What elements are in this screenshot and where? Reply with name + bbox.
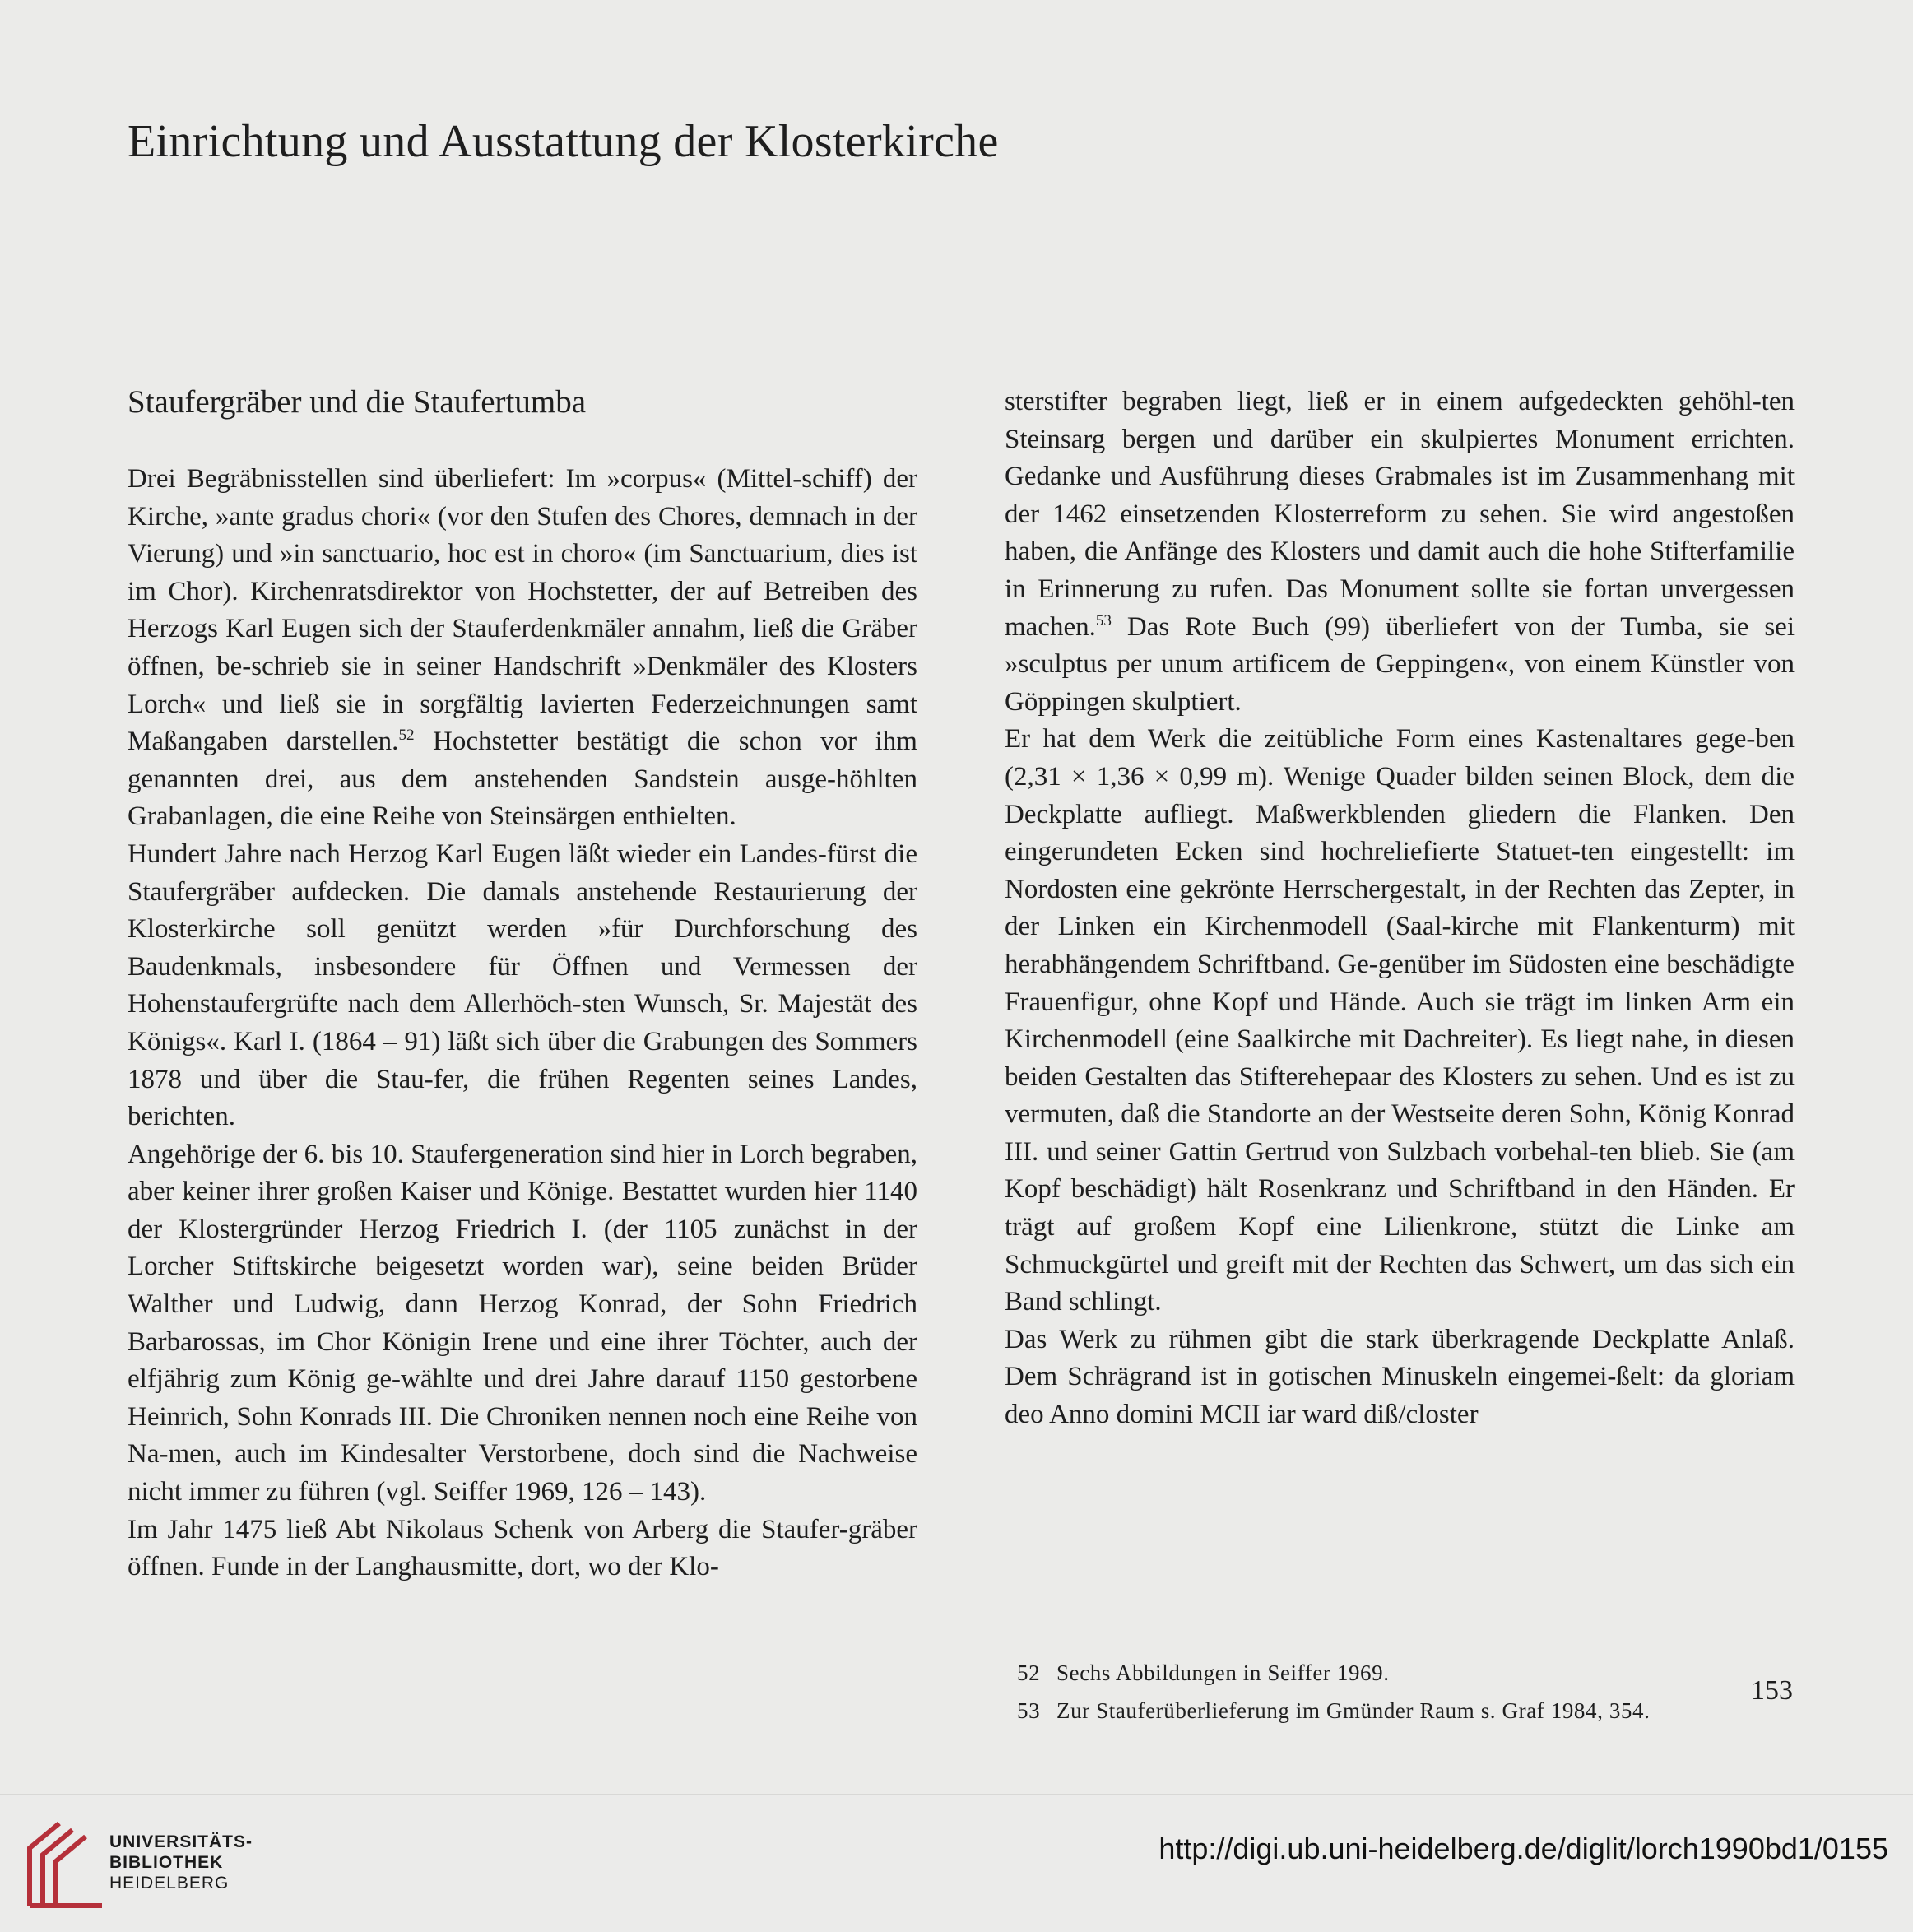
paragraph <box>1005 383 1795 721</box>
paragraph: Das Werk zu rühmen gibt die stark überkragende Deckplatte Anlaß. Dem Schrägrand ist in gotischen Minuskeln eingemei-ßelt: da gloriam deo Anno domini MCII iar ward diß/closter <box>1005 1324 1795 1430</box>
footnote-reference[interactable]: 52 <box>398 727 415 745</box>
footnote-text: Zur Stauferüberlieferung im Gmünder Raum s. Graf 1984, 354. <box>1056 1698 1651 1723</box>
footer-bar <box>0 1794 1913 1932</box>
library-name-line: BIBLIOTHEK <box>109 1853 224 1872</box>
paragraph: Angehörige der 6. bis 10. Staufergeneration sind hier in Lorch begraben, aber keiner ihrer großen Kaiser und Könige. Bestattet wurden hier 1140 der Klostergründer Herzog Friedrich I. (der 1105 zunächst in der Lorcher Stiftskirche beigesetzt worden war), seine beiden Brüder Walther und Ludwig, dann Herzog Konrad, der Sohn Friedrich Barbarossas, im Chor Königin Irene und eine ihrer Töchter, auch der elfjährig zum König ge-wählte und drei Jahre darauf 1150 gestorbene Heinrich, Sohn Konrads III. Die Chroniken nennen noch eine Reihe von Na-men, auch im Kindesalter Verstorbene, doch sind die Nachweise nicht immer zu führen (vgl. Seiffer 1969, 126 – 143). <box>128 1139 917 1507</box>
paragraph-text: Drei Begräbnisstellen sind überliefert: Im »corpus« (Mittel-schiff) der Kirche, »ante gradus chori« (vor den Stufen des Chores, demnach in der Vierung) und »in sanctuario, hoc est in choro« (im Sanctuarium, dies ist im Chor). Kirchenratsdirektor von Hochstetter, der auf Betreiben des Herzogs Karl Eugen sich der Stauferdenkmäler annahm, ließ die Gräber öffnen, be-schrieb sie in seiner Handschrift »Denkmäler des Klosters Lorch« und ließ sie in sorgfältig lavierten Federzeichnungen samt Maßangaben darstellen. <box>128 464 917 757</box>
footnote-reference[interactable]: 53 <box>1095 611 1112 629</box>
section-heading: Staufergräber und die Staufertumba <box>128 384 587 420</box>
paragraph: Hundert Jahre nach Herzog Karl Eugen läßt wieder ein Landes-fürst die Staufergräber aufdecken. Die damals anstehende Restaurierung der Klosterkirche soll genützt werden »für Durchforschung des Baudenkmals, insbesondere für Öffnen und Vermessen der Hohenstaufergrüfte nach dem Allerhöch-sten Wunsch, Sr. Majestät des Königs«. Karl I. (1864 – 91) läßt sich über die Grabungen des Sommers 1878 und über die Stau-fer, die frühen Regenten seines Landes, berichten. <box>128 838 917 1132</box>
footnotes <box>1017 1654 1807 1730</box>
library-logo-icon[interactable] <box>18 1815 107 1914</box>
library-name[interactable] <box>109 1832 253 1893</box>
source-url-link[interactable]: http://digi.ub.uni-heidelberg.de/diglit/lorch1990bd1/0155 <box>1158 1832 1888 1865</box>
right-text-column <box>1005 383 1795 1434</box>
paragraph: Er hat dem Werk die zeitübliche Form eines Kastenaltares gege-ben (2,31 × 1,36 × 0,99 m). Wenige Quader bilden seinen Block, dem die Deckplatte aufliegt. Maßwerkblenden gliedern die Flanken. Den eingerundeten Ecken sind hochreliefierte Statuet-ten eingestellt: im Nordosten eine gekrönte Herrschergestalt, in der Rechten das Zepter, in der Linken ein Kirchenmodell (Saal-kirche mit Flankenturm) mit herabhängendem Schriftband. Ge-genüber im Südosten eine beschädigte Frauenfigur, ohne Kopf und Hände. Auch sie trägt im linken Arm ein Kirchenmodell (eine Saalkirche mit Dachreiter). Es liegt nahe, in diesen beiden Gestalten das Stifterehepaar des Klosters zu sehen. Und es ist zu vermuten, daß die Standorte an der Westseite deren Sohn, König Konrad III. und seiner Gattin Gertrud von Sulzbach vorbehal-ten blieb. Sie (am Kopf beschädigt) hält Rosenkranz und Schriftband in den Händen. Er trägt auf großem Kopf eine Lilienkrone, stützt die Linke am Schmuckgürtel und greift mit der Rechten das Schwert, um das sich ein Band schlingt. <box>1005 724 1795 1317</box>
footnote <box>1017 1654 1807 1692</box>
left-text-column <box>128 461 917 1586</box>
library-name-line: UNIVERSITÄTS- <box>109 1832 253 1851</box>
paragraph-text: sterstifter begraben liegt, ließ er in einem aufgedeckten gehöhl-ten Steinsarg bergen und darüber ein skulpiertes Monument errichten. Gedanke und Ausführung dieses Grabmales ist im Zusammenhang mit der 1462 einsetzenden Klosterreform zu sehen. Sie wird angestoßen haben, die Anfänge des Klosters und damit auch die hohe Stifterfamilie in Erinnerung zu rufen. Das Monument sollte sie fortan unvergessen machen. <box>1005 387 1795 642</box>
chapter-title: Einrichtung und Ausstattung der Klosterkirche <box>128 116 999 167</box>
footnote <box>1017 1692 1807 1730</box>
footnote-text: Sechs Abbildungen in Seiffer 1969. <box>1056 1660 1390 1685</box>
page-number: 153 <box>1751 1675 1793 1706</box>
paragraph-text: Hochstetter bestätigt die schon vor ihm genannten drei, aus dem anstehenden Sandstein ausge-höhlten Grabanlagen, die eine Reihe von Steinsärgen enthielten. <box>128 727 917 832</box>
footnote-number: 53 <box>1017 1698 1041 1723</box>
library-name-line: HEIDELBERG <box>109 1874 230 1893</box>
paragraph: Im Jahr 1475 ließ Abt Nikolaus Schenk von Arberg die Staufer-gräber öffnen. Funde in der Langhausmitte, dort, wo der Klo- <box>128 1514 917 1582</box>
footnote-number: 52 <box>1017 1660 1041 1685</box>
paragraph <box>128 461 917 836</box>
paragraph-text: Das Rote Buch (99) überliefert von der Tumba, sie sei »sculptus per unum artificem de Geppingen«, von einem Künstler von Göppingen skulptiert. <box>1005 611 1795 717</box>
